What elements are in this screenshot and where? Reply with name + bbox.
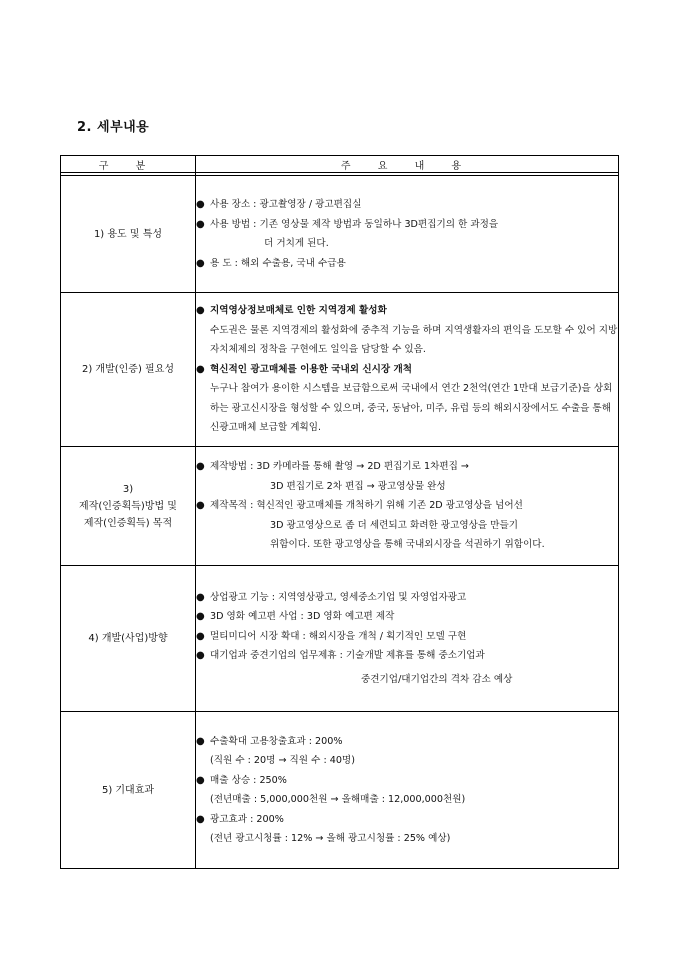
row-label-method — [61, 447, 196, 566]
bullet-icon: ● — [196, 199, 205, 210]
list-heading: 지역영상정보매체로 인한 지역경제 활성화 — [210, 305, 387, 317]
list-item-detail: (전년 광고시청률 : 12% → 올해 광고시청률 : 25% 예상) — [210, 833, 451, 844]
label-line: 제작(인증획득)방법 및 — [79, 500, 177, 512]
list-item-continuation: 3D 광고영상으로 좀 더 세련되고 화려한 광고영상을 만들기 — [270, 519, 518, 531]
bullet-icon: ● — [196, 500, 205, 512]
list-item: 용 도 : 해외 수출용, 국내 수급용 — [210, 257, 346, 269]
list-item: 대기업과 중견기업의 업무제휴 : 기술개발 제휴를 통해 중소기업과 — [210, 650, 485, 662]
bullet-icon: ● — [196, 813, 205, 825]
row-label-direction: 4) 개발(사업)방향 — [61, 566, 196, 712]
table-row-effects — [61, 712, 619, 869]
list-item-continuation: 더 거치게 된다. — [264, 238, 329, 249]
table-row-direction — [61, 566, 619, 712]
table-row-necessity — [61, 293, 619, 447]
bullet-icon: ● — [196, 630, 205, 642]
bullet-icon: ● — [196, 461, 205, 473]
label-line: 3) — [122, 483, 134, 495]
table-row-method — [61, 447, 619, 566]
table-header-row — [61, 156, 619, 173]
row-content-method — [196, 447, 619, 566]
row-content-effects — [196, 712, 619, 869]
list-item: 광고효과 : 200% — [210, 813, 284, 825]
list-item-continuation: 중견기업/대기업간의 격차 감소 예상 — [361, 673, 513, 685]
list-item: 매출 상승 : 250% — [210, 774, 287, 786]
list-item: 상업광고 기능 : 지역영상광고, 영세중소기업 및 자영업자광고 — [210, 591, 467, 603]
paragraph: 수도권은 물론 지역경제의 활성화에 중추적 기능을 하며 지역생활자의 편익을 도모할 수 있어 지방자치체제의 정착을 구현에도 일익을 담당할 수 있음. — [210, 324, 618, 356]
detail-table — [60, 155, 619, 869]
row-label-necessity: 2) 개발(인증) 필요성 — [61, 293, 196, 447]
list-item: 3D 영화 예고편 사업 : 3D 영화 예고편 제작 — [210, 611, 395, 623]
bullet-icon: ● — [196, 305, 205, 317]
row-content-usage — [196, 176, 619, 293]
header-category: 구 분 — [61, 156, 196, 173]
row-content-necessity — [196, 293, 619, 447]
list-item: 제작방법 : 3D 카메라를 통해 촬영 → 2D 편집기로 1차편집 → — [210, 461, 469, 473]
row-content-direction — [196, 566, 619, 712]
list-item: 사용 장소 : 광고촬영장 / 광고편집실 — [210, 199, 362, 210]
bullet-icon: ● — [196, 735, 205, 747]
bullet-icon: ● — [196, 363, 205, 375]
list-heading: 혁신적인 광고매체를 이용한 국내외 신시장 개척 — [210, 363, 413, 375]
paragraph: 누구나 참여가 용이한 시스템을 보급함으로써 국내에서 연간 2천억(연간 1만대 보급기준)을 상회하는 광고신시장을 형성할 수 있으며, 중국, 동남아, 미주, 유럽 등의 해외시장에서도 수출을 통해 신광고매체 보급할 계획임. — [210, 383, 613, 434]
bullet-icon: ● — [196, 611, 205, 623]
row-label-usage: 1) 용도 및 특성 — [61, 176, 196, 293]
list-item-continuation: 3D 편집기로 2차 편집 → 광고영상물 완성 — [270, 480, 446, 492]
list-item: 멀티미디어 시장 확대 : 해외시장을 개척 / 획기적인 모델 구현 — [210, 630, 467, 642]
bullet-icon: ● — [196, 591, 205, 603]
list-item: 사용 방법 : 기존 영상물 제작 방법과 동일하나 3D편집기의 한 과정을 — [210, 218, 499, 230]
row-label-effects: 5) 기대효과 — [61, 712, 196, 869]
list-item: 수출확대 고용창출효과 : 200% — [210, 735, 343, 747]
list-item: 제작목적 : 혁신적인 광고매체를 개척하기 위해 기존 2D 광고영상을 넘어선 — [210, 500, 523, 512]
header-main-content: 주 요 내 용 — [196, 156, 619, 173]
bullet-icon: ● — [196, 774, 205, 786]
list-item-detail: (직원 수 : 20명 → 직원 수 : 40명) — [210, 755, 355, 766]
label-line: 제작(인증획득) 목적 — [83, 517, 173, 529]
bullet-icon: ● — [196, 650, 205, 662]
bullet-icon: ● — [196, 257, 205, 269]
list-item-detail: (전년매출 : 5,000,000천원 → 올해매출 : 12,000,000천원) — [210, 794, 466, 805]
bullet-icon: ● — [196, 218, 205, 230]
list-item-continuation: 위함이다. 또한 광고영상을 통해 국내외시장을 석권하기 위함이다. — [270, 539, 545, 551]
section-title: 2. 세부내용 — [77, 120, 150, 135]
table-row-usage — [61, 176, 619, 293]
